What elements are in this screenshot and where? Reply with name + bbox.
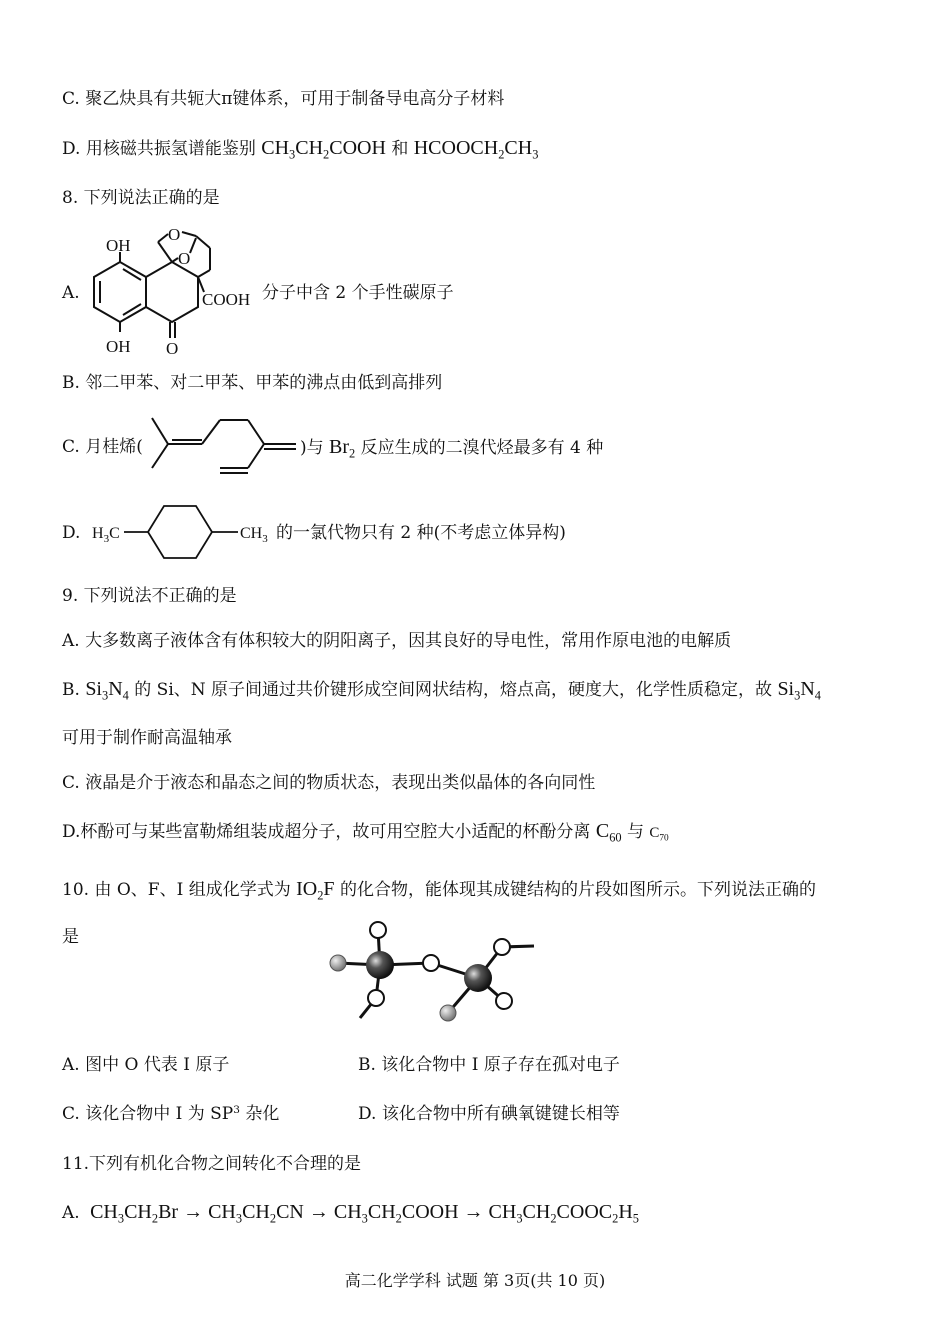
ball-f-left [330, 955, 346, 971]
label-o-ketone: O [166, 339, 179, 358]
q8-option-b: B. 邻二甲苯、对二甲苯、甲苯的沸点由低到高排列 [62, 373, 443, 393]
ball-o-bottom-right [496, 993, 512, 1009]
q7-option-d [62, 136, 538, 161]
q11-option-a [62, 1200, 639, 1225]
q8d-text: 的一氯代物只有 2 种(不考虑立体异构) [276, 523, 566, 543]
page-footer: 高二化学学科 试题 第 3页(共 10 页) [344, 1271, 606, 1290]
q10-option-b: B. 该化合物中 I 原子存在孤对电子 [358, 1055, 620, 1075]
label-oh-top: OH [106, 236, 131, 255]
formula-hcooch2ch3: $HCOOCH_2CH_3$ [413, 137, 539, 162]
io2f-ball-stick-figure [320, 918, 540, 1028]
q10-stem [62, 877, 816, 902]
q11-stem: 11.下列有机化合物之间转化不合理的是 [62, 1154, 362, 1174]
q10-option-d: D. 该化合物中所有碘氧键键长相等 [358, 1104, 620, 1124]
q9-option-b [62, 677, 821, 702]
q8a-text: 分子中含 2 个手性碳原子 [262, 283, 454, 303]
q9d-and: 与 [626, 822, 644, 842]
dimethylcyclohexane-structure [90, 500, 280, 564]
q9-option-c: C. 液晶是介于液态和晶态之间的物质状态，表现出类似晶体的各向同性 [62, 773, 596, 793]
q9b-body: 的 Si、N 原子间通过共价键形成空间网状结构，熔点高，硬度大，化学性质稳定，故 [134, 680, 773, 700]
formula-io2f: $IO_2F$ [296, 878, 335, 903]
ball-o-bottom-left [368, 990, 384, 1006]
q11a-label: A. [62, 1203, 80, 1223]
q10-stem-1: 10. 由 O、F、I 组成化学式为 [62, 880, 291, 900]
q9-option-b-cont: 可用于制作耐高温轴承 [62, 728, 232, 748]
label-ch3: $CH_3$ [240, 525, 268, 545]
formula-br2: $Br_2$ [329, 436, 356, 461]
q10-option-c [62, 1102, 279, 1126]
ball-o-top-left [370, 922, 386, 938]
q9-option-d [62, 819, 669, 845]
q8a-molecule-structure [86, 220, 266, 362]
q8c-text [300, 435, 603, 460]
q9-stem: 9. 下列说法不正确的是 [62, 586, 237, 606]
formula-ch3ch2cooh: $CH_3CH_2COOH$ [261, 137, 386, 162]
q8c-rest: 反应生成的二溴代烃最多有 4 种 [360, 438, 604, 458]
label-oh-bottom: OH [106, 337, 131, 356]
q9d-body: D.杯酚可与某些富勒烯组装成超分子，故可用空腔大小适配的杯酚分离 [62, 822, 591, 842]
q8c-with: )与 [300, 438, 324, 458]
q9b-label: B. [62, 680, 80, 700]
label-cooh: COOH [202, 290, 251, 309]
ball-o-top-right [494, 939, 510, 955]
formula-si3n4-b: $Si_3N_4$ [777, 678, 821, 703]
q7-option-c: C. 聚乙炔具有共轭大π键体系，可用于制备导电高分子材料 [62, 89, 505, 109]
q10-stem-2: 的化合物，能体现其成键结构的片段如图所示。下列说法正确的 [339, 880, 816, 900]
q10-option-a: A. 图中 O 代表 I 原子 [62, 1055, 230, 1075]
myrcene-structure [150, 412, 300, 480]
ball-big-right [464, 964, 492, 992]
q8-stem: 8. 下列说法正确的是 [62, 188, 220, 208]
formula-c70: $C_{70}$ [649, 825, 669, 844]
q7d-prefix: D. 用核磁共振氢谱能鉴别 [62, 139, 256, 159]
ball-f-right [440, 1005, 456, 1021]
label-o-bridge1: O [168, 225, 181, 244]
formula-si3n4-a: $Si_3N_4$ [85, 678, 129, 703]
formula-c60: $C_{60}$ [595, 820, 622, 845]
ball-big-left [366, 951, 394, 979]
q8c-label: C. 月桂烯( [62, 437, 143, 457]
label-o-bridge2: O [178, 249, 191, 268]
q10c-text-2: 杂化 [245, 1104, 280, 1124]
q8a-label: A. [62, 283, 80, 303]
formula-q11a: $CH_3CH_2Br \to CH_3CH_2CN$ → $CH_3CH_2COOH$ → $CH_3CH_2COOC_2H_5$ [85, 1201, 639, 1226]
q7d-and: 和 [391, 139, 409, 159]
q9-option-a: A. 大多数离子液体含有体积较大的阴阳离子，因其良好的导电性，常用作原电池的电解质 [62, 631, 732, 651]
q10c-text-1: C. 该化合物中 I 为 SP [62, 1104, 234, 1124]
label-h3c: $H_3C$ [92, 525, 120, 545]
ball-o-bridge [423, 955, 439, 971]
q10c-sup: 3 [233, 1104, 240, 1117]
q10-stem-cont: 是 [62, 927, 79, 947]
q8d-label: D. [62, 523, 81, 543]
